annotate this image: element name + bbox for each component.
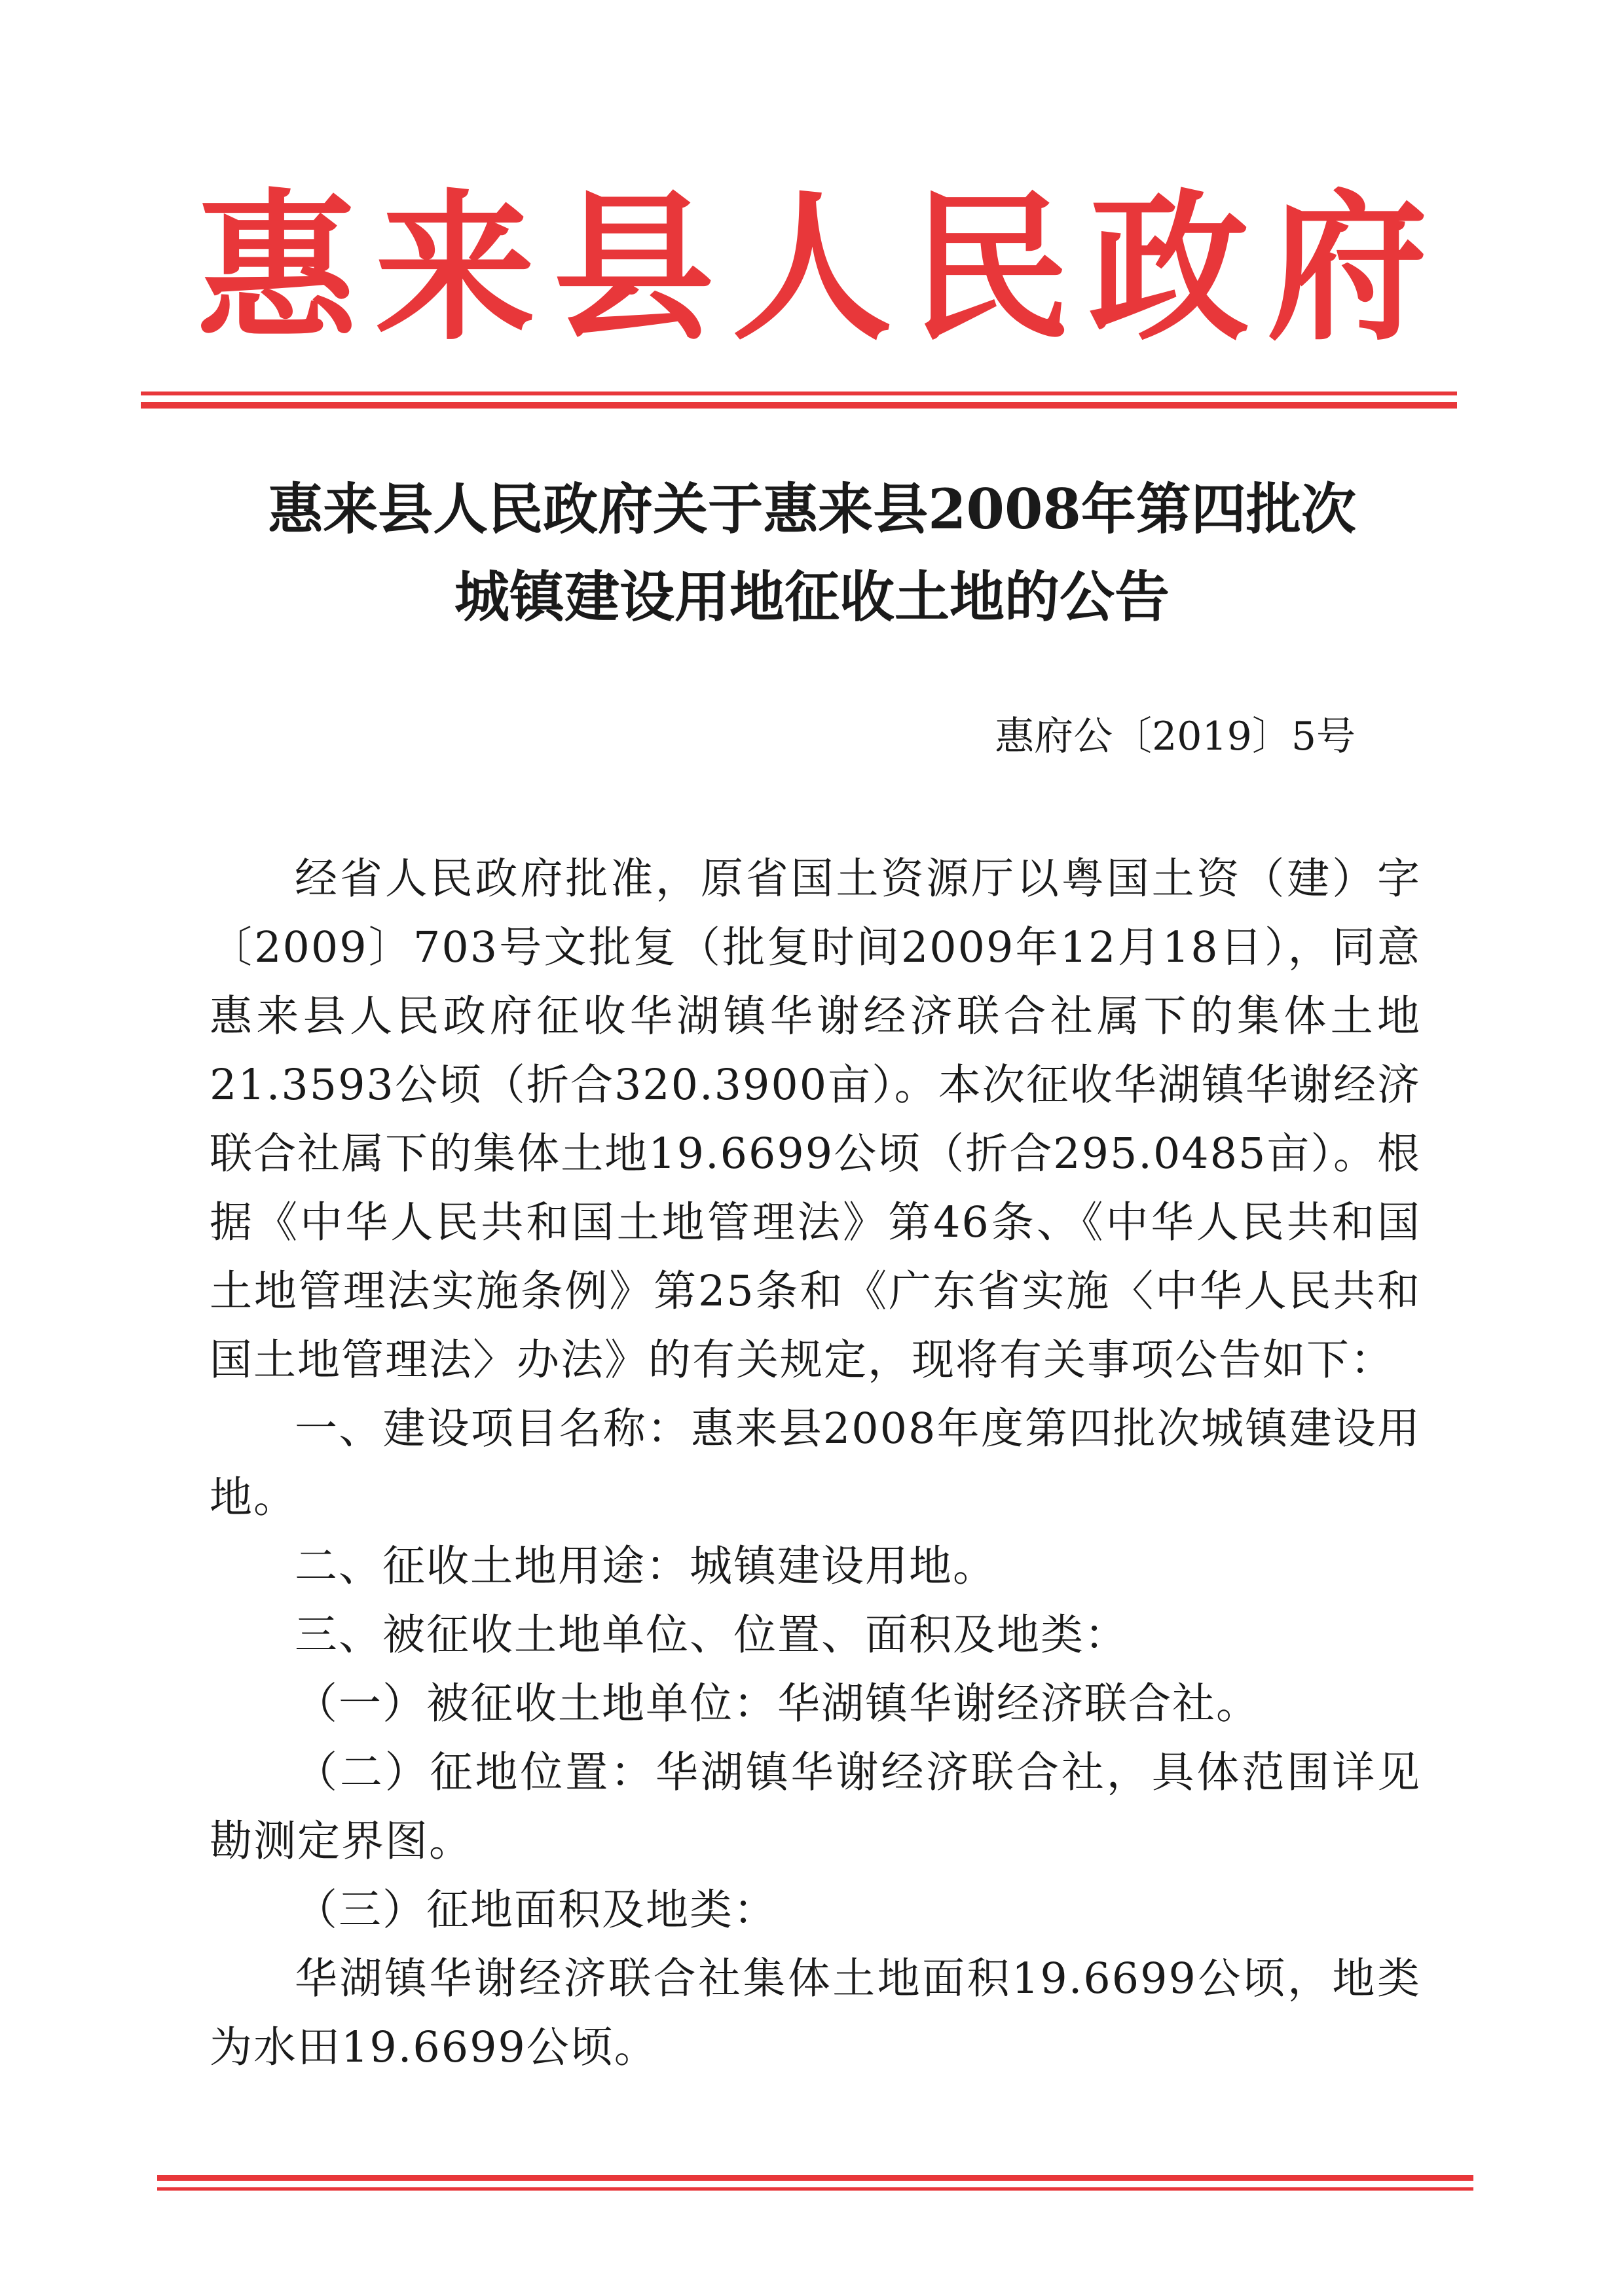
document-title-line-2: 城镇建设用地征收土地的公告 [454,564,1170,629]
masthead-char: 惠 [196,175,357,362]
body-paragraph-area: 华湖镇华谢经济联合社集体土地面积19.6699公顷，地类为水田19.6699公顷。 [210,1954,1421,2072]
body-paragraph-project-name: 一、建设项目名称：惠来县2008年度第四批次城镇建设用地。 [210,1404,1421,1522]
masthead-char: 人 [731,175,893,362]
document-title-line-1: 惠来县人民政府关于惠来县2008年第四批次 [268,477,1356,541]
masthead-char: 府 [1267,175,1428,362]
body-paragraph-intro: 经省人民政府批准，原省国土资源厅以粤国土资（建）字〔2009〕703号文批复（批复时间2009年12月18日），同意惠来县人民政府征收华湖镇华谢经济联合社属下的集体土地21.3593公顷（折合320.3900亩）。本次征收华湖镇华谢经济联合社属下的集体土地19.6699公顷（折合295.0485亩）。根据《中华人民共和国土地管理法》第46条、《中华人民共和国土地管理法实施条例》第25条和《广东省实施〈中华人民共和国土地管理法〉办法》的有关规定，现将有关事项公告如下： [210,854,1421,1385]
document-number: 惠府公〔2019〕5号 [995,714,1356,759]
body-paragraph-land-use: 二、征收土地用途：城镇建设用地。 [295,1542,997,1591]
document-body [210,845,1421,2082]
masthead-char: 县 [553,175,714,362]
footer-divider-thin [157,2187,1473,2191]
masthead-char: 政 [1088,175,1249,362]
body-paragraph-unit: （一）被征收土地单位：华湖镇华谢经济联合社。 [295,1679,1261,1728]
masthead-divider-thick [141,402,1457,409]
body-paragraph-location: （二）征地位置：华湖镇华谢经济联合社，具体范围详见勘测定界图。 [210,1748,1421,1866]
masthead [196,173,1428,363]
footer-divider-thick [157,2175,1473,2181]
masthead-divider-thin [141,392,1457,395]
masthead-char: 民 [910,175,1071,362]
body-paragraph-area-heading: （三）征地面积及地类： [295,1886,778,1935]
body-paragraph-land-details: 三、被征收土地单位、位置、面积及地类： [295,1611,1129,1660]
masthead-char: 来 [375,175,536,362]
